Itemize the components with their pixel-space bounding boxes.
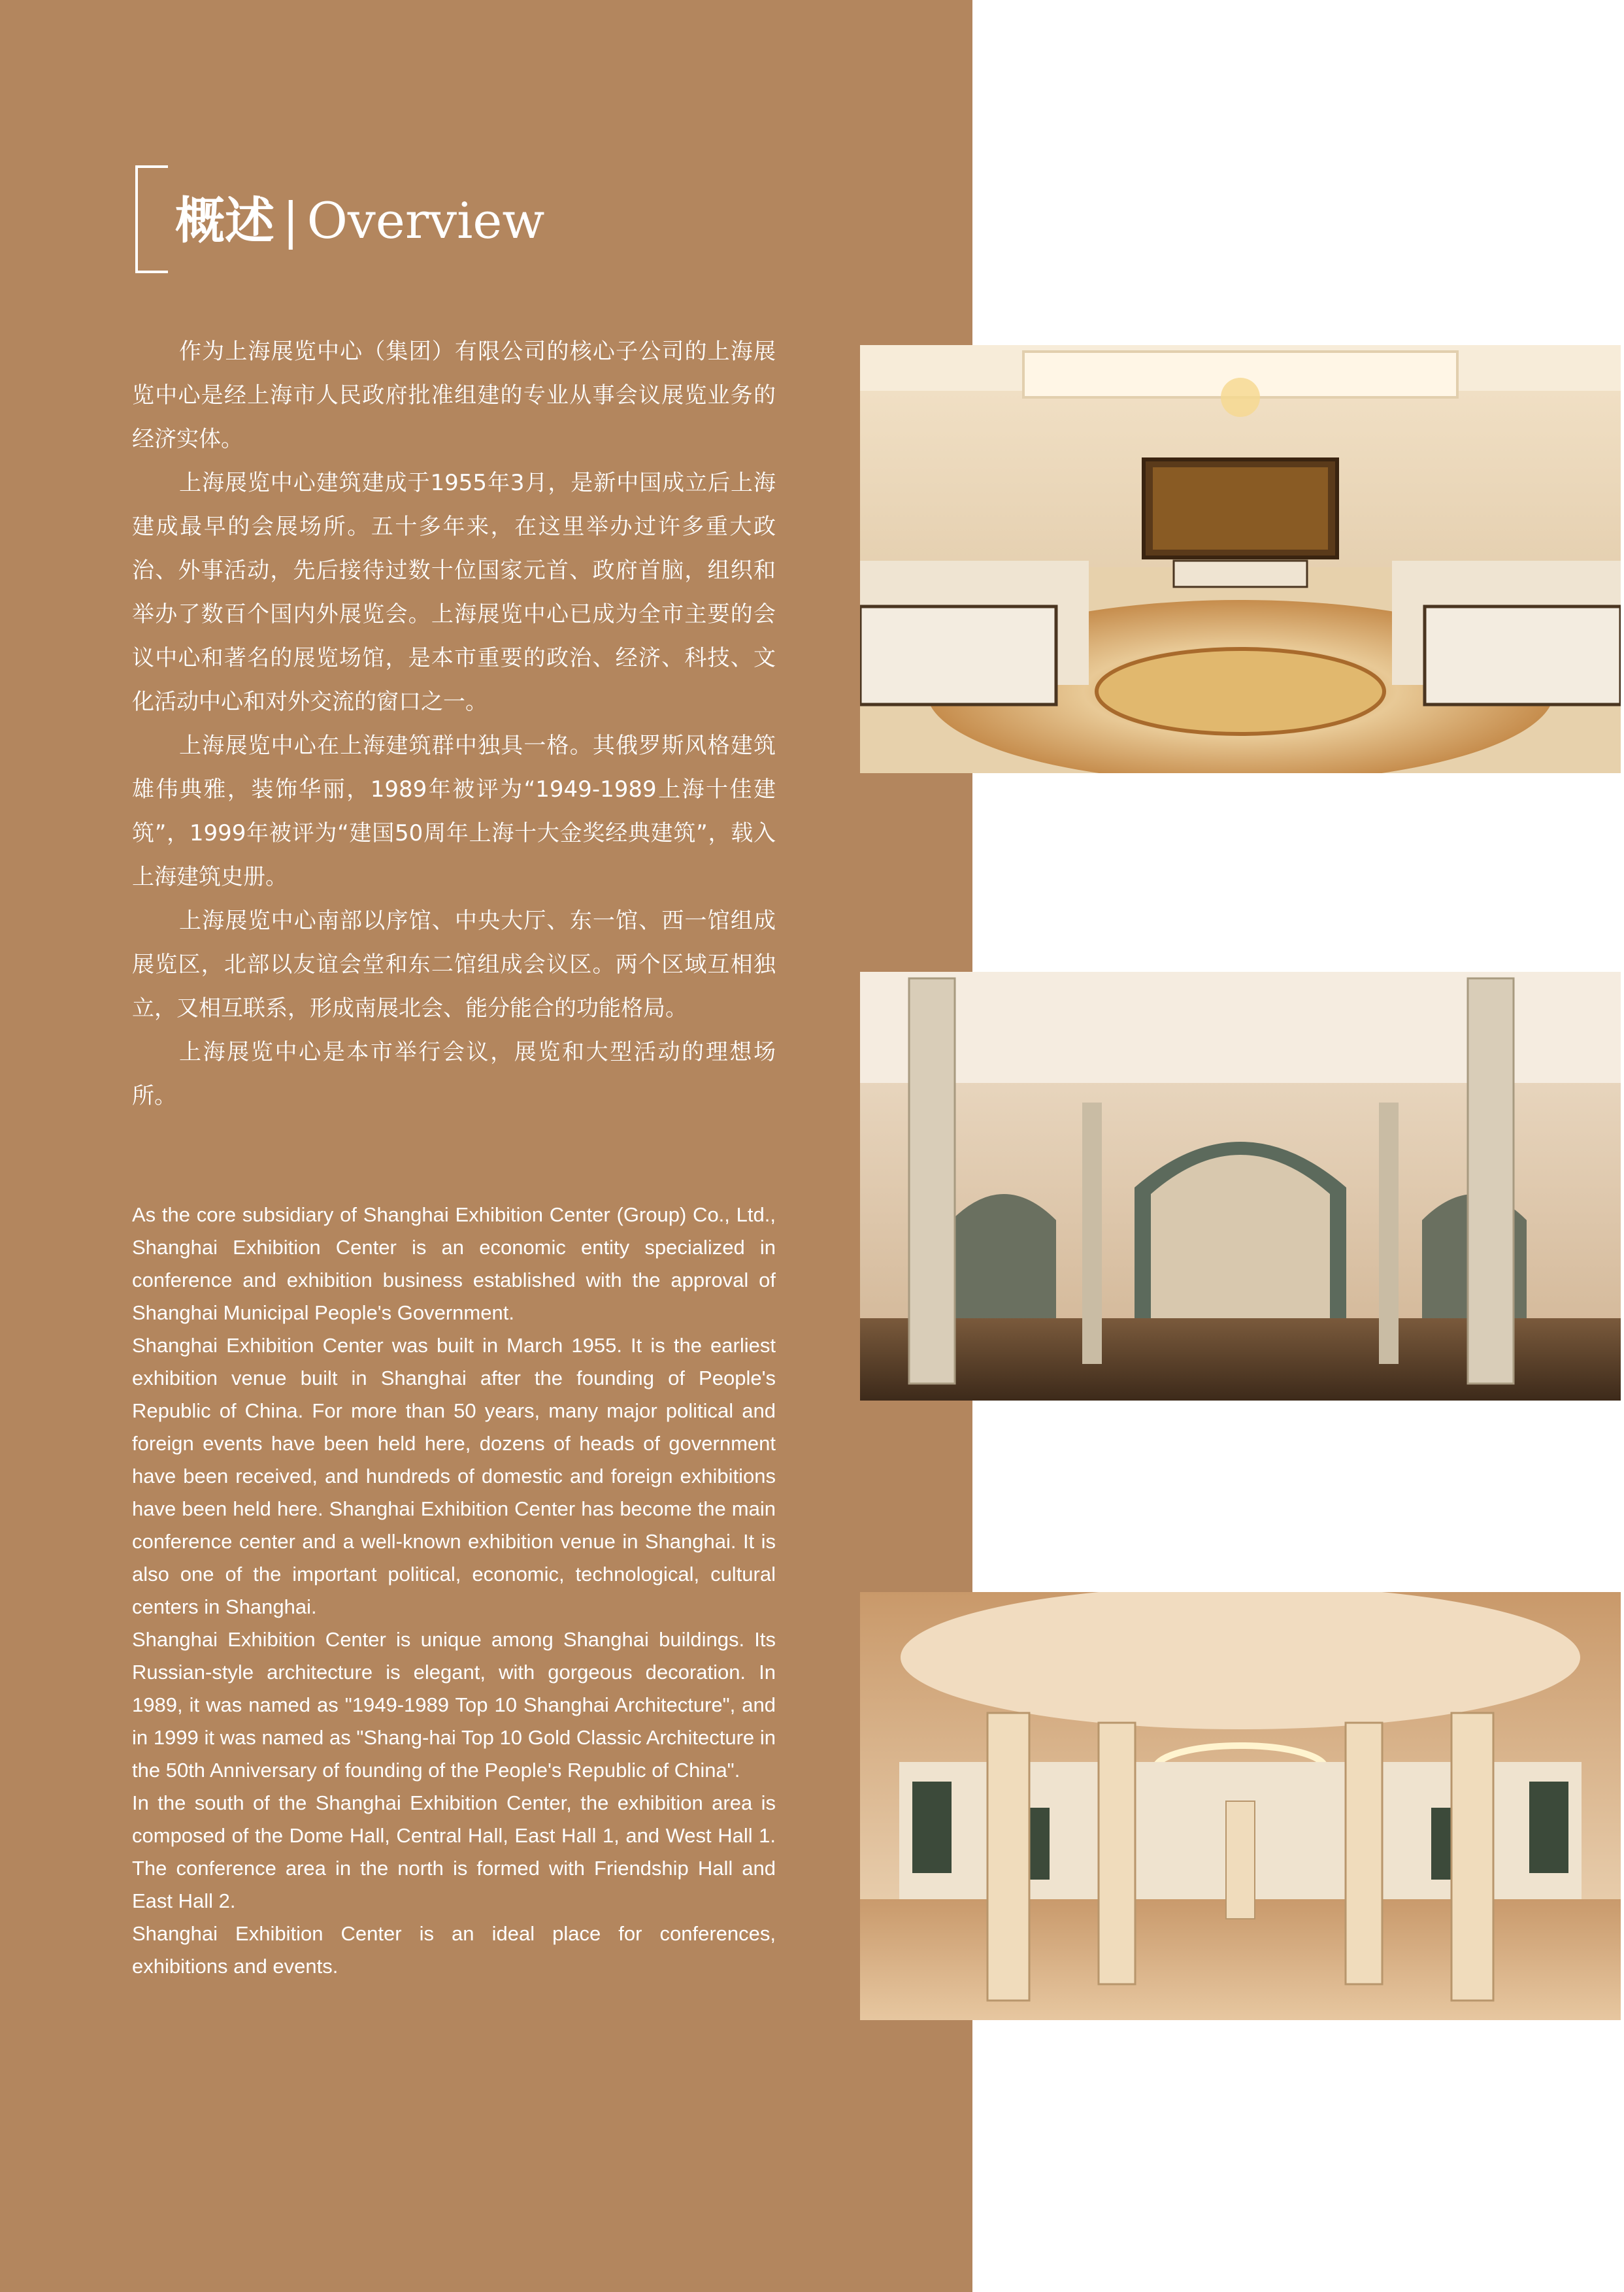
chinese-paragraph: 作为上海展览中心（集团）有限公司的核心子公司的上海展览中心是经上海市人民政府批准组建的专业从事会议展览业务的经济实体。 <box>132 339 776 452</box>
english-paragraph: As the core subsidiary of Shanghai Exhibition Center (Group) Co., Ltd., Shanghai Exhibition Center is an economic entity specialized in conference and exhibition business established with the approval of Shanghai Municipal People's Government. <box>132 1203 776 1324</box>
english-paragraph: Shanghai Exhibition Center is unique among Shanghai buildings. Its Russian-style architecture is elegant, with gorgeous decoration. In 1989, it was named as "1949-1989 Top 10 Shanghai Architecture", and in 1999 it was named as "Shang-hai Top 10 Gold Classic Architecture in the 50th Anniversary of founding of the People's Republic of China". <box>132 1628 776 1782</box>
english-text-block <box>132 1199 776 1983</box>
heading-bracket-decoration <box>135 165 168 273</box>
chinese-paragraph: 上海展览中心在上海建筑群中独具一格。其俄罗斯风格建筑雄伟典雅，装饰华丽，1989年被评为“1949-1989上海十佳建筑”，1999年被评为“建国50周年上海十大金奖经典建筑”，载入上海建筑史册。 <box>132 733 776 890</box>
conference-hall-photo <box>860 345 1621 773</box>
arched-hall-photo <box>860 972 1621 1401</box>
chinese-paragraph: 上海展览中心建筑建成于1955年3月，是新中国成立后上海建成最早的会展场所。五十多年来，在这里举办过许多重大政治、外事活动，先后接待过数十位国家元首、政府首脑，组织和举办了数百个国内外展览会。上海展览中心已成为全市主要的会议中心和著名的展览场馆，是本市重要的政治、经济、科技、文化活动中心和对外交流的窗口之一。 <box>132 470 776 715</box>
dome-hall-photo <box>860 1592 1621 2020</box>
english-paragraph: Shanghai Exhibition Center is an ideal place for conferences, exhibitions and events. <box>132 1922 776 1978</box>
chinese-paragraph: 上海展览中心是本市举行会议，展览和大型活动的理想场所。 <box>132 1039 776 1109</box>
chinese-text-block <box>132 330 776 1118</box>
page-heading <box>175 182 544 260</box>
heading-chinese: 概述 <box>175 191 274 250</box>
heading-separator: | <box>282 191 299 250</box>
english-paragraph: In the south of the Shanghai Exhibition Center, the exhibition area is composed of the Dome Hall, Central Hall, East Hall 1, and West Hall 1. The conference area in the north is formed with Friendship Hall and East Hall 2. <box>132 1791 776 1912</box>
heading-english: Overview <box>307 191 545 250</box>
chinese-paragraph: 上海展览中心南部以序馆、中央大厅、东一馆、西一馆组成展览区，北部以友谊会堂和东二馆组成会议区。两个区域互相独立，又相互联系，形成南展北会、能分能合的功能格局。 <box>132 908 776 1021</box>
english-paragraph: Shanghai Exhibition Center was built in March 1955. It is the earliest exhibition venue built in Shanghai after the founding of People's Republic of China. For more than 50 years, many major political and foreign events have been held here, dozens of heads of government have been received, and hundreds of domestic and foreign exhibitions have been held here. Shanghai Exhibition Center has become the main conference center and a well-known exhibition venue in Shanghai. It is also one of the important political, economic, technological, cultural centers in Shanghai. <box>132 1334 776 1618</box>
